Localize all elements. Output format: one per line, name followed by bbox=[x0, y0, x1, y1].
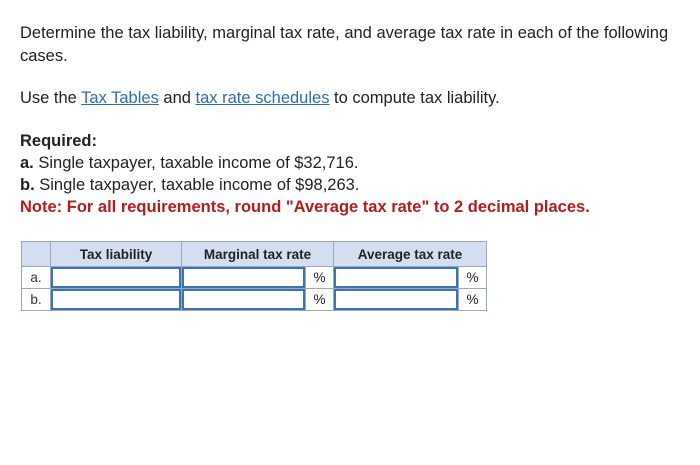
header-tax-liability: Tax liability bbox=[51, 242, 182, 267]
tax-liability-input-b[interactable] bbox=[51, 289, 181, 310]
problem-intro: Determine the tax liability, marginal tax rate, and average tax rate in each of the following cases. bbox=[20, 24, 669, 65]
instructions-suffix: to compute tax liability. bbox=[329, 89, 500, 107]
answer-table bbox=[21, 241, 487, 311]
instructions-middle: and bbox=[158, 89, 196, 107]
required-title: Required: bbox=[20, 132, 98, 150]
header-average-tax-rate: Average tax rate bbox=[334, 242, 487, 267]
answer-table-header-row bbox=[22, 242, 487, 267]
header-corner bbox=[22, 242, 51, 267]
table-row bbox=[22, 267, 487, 289]
percent-symbol: % bbox=[459, 267, 487, 289]
required-item-text: Single taxpayer, taxable income of $32,716. bbox=[33, 154, 359, 172]
marginal-rate-cell bbox=[182, 289, 306, 311]
required-section bbox=[20, 130, 680, 218]
tax-liability-input-a[interactable] bbox=[51, 267, 181, 288]
instructions-line bbox=[20, 87, 680, 110]
tax-tables-link[interactable]: Tax Tables bbox=[81, 89, 159, 107]
percent-symbol: % bbox=[306, 289, 334, 311]
tax-liability-cell bbox=[51, 267, 182, 289]
percent-symbol: % bbox=[306, 267, 334, 289]
average-rate-input-b[interactable] bbox=[334, 289, 458, 310]
marginal-rate-cell bbox=[182, 267, 306, 289]
instructions-prefix: Use the bbox=[20, 89, 82, 107]
percent-symbol: % bbox=[459, 289, 487, 311]
required-item-letter: b. bbox=[20, 176, 35, 194]
required-item-text: Single taxpayer, taxable income of $98,263. bbox=[34, 176, 360, 194]
marginal-rate-input-a[interactable] bbox=[182, 267, 305, 288]
problem-content bbox=[20, 22, 680, 218]
average-rate-cell bbox=[334, 289, 459, 311]
tax-liability-cell bbox=[51, 289, 182, 311]
required-item-a bbox=[20, 152, 680, 174]
row-label: b. bbox=[22, 289, 51, 311]
marginal-rate-input-b[interactable] bbox=[182, 289, 305, 310]
header-marginal-tax-rate: Marginal tax rate bbox=[182, 242, 334, 267]
average-rate-cell bbox=[334, 267, 459, 289]
tax-rate-schedules-link[interactable]: tax rate schedules bbox=[195, 89, 330, 107]
required-item-letter: a. bbox=[20, 154, 34, 172]
average-rate-input-a[interactable] bbox=[334, 267, 458, 288]
rounding-note: Note: For all requirements, round "Average tax rate" to 2 decimal places. bbox=[20, 198, 590, 216]
table-row bbox=[22, 289, 487, 311]
required-item-b bbox=[20, 174, 680, 196]
row-label: a. bbox=[22, 267, 51, 289]
